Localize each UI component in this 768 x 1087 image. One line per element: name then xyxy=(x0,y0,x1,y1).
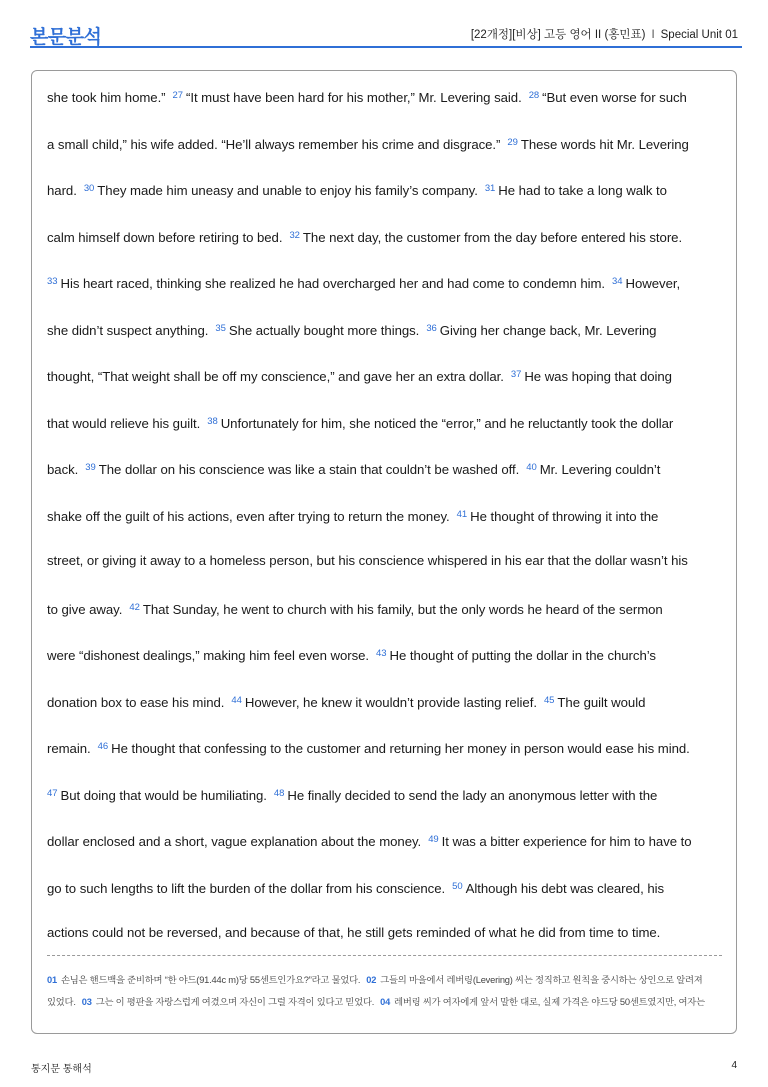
sentence-number: 03 xyxy=(81,997,92,1007)
sentence-text: The dollar on his conscience was like a stain that couldn’t be washed off. xyxy=(98,462,520,477)
note-line xyxy=(47,994,727,1016)
sentence-text: thought, “That weight shall be off my conscience,” and gave her an extra dollar. xyxy=(47,369,504,384)
sentence-number: 33 xyxy=(47,276,58,287)
sentence-text: It was a bitter experience for him to have to xyxy=(441,834,692,849)
sentence-text: donation box to ease his mind. xyxy=(47,694,225,710)
sentence-number: 01 xyxy=(47,975,57,985)
sentence-number: 49 xyxy=(428,834,439,845)
sentence-text: shake off the guilt of his actions, even after trying to return the money. xyxy=(47,508,450,524)
sentence-number: 45 xyxy=(543,694,555,706)
unit-name: Special Unit 01 xyxy=(660,29,738,41)
note-line xyxy=(47,972,727,994)
sentence-text: 레버링 씨가 여자에게 앞서 말한 대로, 실제 가격은 야드당 50센트였지만, 여자는 xyxy=(394,997,705,1007)
sentence-text: However, he knew it wouldn’t provide lasting relief. xyxy=(244,694,537,710)
sentence-text: He finally decided to send the lady an anonymous letter with the xyxy=(287,787,658,803)
sentence-number: 36 xyxy=(426,322,437,334)
sentence-number: 31 xyxy=(484,183,496,194)
sentence-text: 있었다. xyxy=(47,997,76,1007)
sentence-text: But doing that would be humiliating. xyxy=(60,787,267,803)
sentence-text: He had to take a long walk to xyxy=(498,183,667,198)
sentence-text: He was hoping that doing xyxy=(524,369,672,384)
sentence-text: go to such lengths to lift the burden of the dollar from his conscience. xyxy=(47,880,446,896)
passage-text xyxy=(47,82,727,966)
sentence-number: 50 xyxy=(452,880,463,892)
sentence-text: street, or giving it away to a homeless person, but his conscience whispered in his ear that the dollar wasn’t his xyxy=(47,553,688,568)
passage-line xyxy=(47,780,727,827)
passage-line xyxy=(47,873,727,920)
sentence-text: actions could not be reversed, and because of that, he still gets reminded of what he did from time to time. xyxy=(47,925,661,940)
page-header xyxy=(30,20,742,48)
sentence-text: Mr. Levering couldn’t xyxy=(539,462,661,477)
passage-line xyxy=(47,315,727,362)
sentence-text: she took him home.” xyxy=(47,90,166,105)
sentence-text: 그들의 마을에서 레버링(Levering) 씨는 정직하고 원칙을 중시하는 상인으로 알려져 xyxy=(380,975,703,985)
passage-line xyxy=(47,826,727,873)
course-name: [22개정][비상] 고등 영어 II (홍민표) xyxy=(470,29,646,41)
sentence-text: 손님은 핸드백을 준비하며 “한 야드(91.44c m)당 55센트인가요?”라고 물었다. xyxy=(60,975,361,985)
sentence-text: That Sunday, he went to church with his family, but the only words he heard of the sermon xyxy=(142,601,663,617)
passage-line xyxy=(47,82,727,129)
sentence-number: 41 xyxy=(456,508,468,520)
sentence-text: The next day, the customer from the day before entered his store. xyxy=(302,229,683,245)
sentence-number: 04 xyxy=(380,997,391,1007)
sentence-number: 40 xyxy=(526,462,537,473)
sentence-number: 44 xyxy=(231,694,242,706)
sentence-text: Giving her change back, Mr. Levering xyxy=(439,322,657,338)
sentence-text: calm himself down before retiring to bed. xyxy=(47,229,283,245)
passage-line xyxy=(47,361,727,408)
passage-line xyxy=(47,454,727,501)
passage-line xyxy=(47,640,727,687)
section-title: 본문분석 xyxy=(30,27,102,48)
translation-notes xyxy=(47,972,727,1016)
sentence-text: The guilt would xyxy=(557,694,646,710)
sentence-text: She actually bought more things. xyxy=(228,322,420,338)
sentence-number: 47 xyxy=(47,787,58,799)
passage-line xyxy=(47,175,727,222)
sentence-text: back. xyxy=(47,462,79,477)
sentence-number: 35 xyxy=(215,322,226,334)
sentence-text: “But even worse for such xyxy=(542,90,687,105)
sentence-text: a small child,” his wife added. “He’ll always remember his crime and disgrace.” xyxy=(47,136,501,152)
sentence-number: 27 xyxy=(172,90,183,101)
sentence-number: 32 xyxy=(289,229,300,241)
sentence-number: 39 xyxy=(85,462,96,473)
sentence-text: she didn’t suspect anything. xyxy=(47,322,209,338)
sentence-number: 30 xyxy=(83,183,95,194)
sentence-number: 28 xyxy=(528,90,540,101)
sentence-number: 48 xyxy=(273,787,285,799)
sentence-text: to give away. xyxy=(47,601,123,617)
sentence-text: These words hit Mr. Levering xyxy=(520,136,689,152)
sentence-number: 42 xyxy=(129,601,140,613)
sentence-number: 37 xyxy=(510,369,522,380)
passage-line xyxy=(47,129,727,176)
sentence-text: were “dishonest dealings,” making him feel even worse. xyxy=(47,648,370,663)
sentence-text: Although his debt was cleared, his xyxy=(465,880,665,896)
course-info xyxy=(471,26,738,42)
sentence-text: “It must have been hard for his mother,” Mr. Levering said. xyxy=(186,90,522,105)
sentence-number: 46 xyxy=(97,741,109,752)
passage-line xyxy=(47,222,727,269)
passage-line xyxy=(47,919,727,966)
footer-label: 통지문 통해석 xyxy=(31,1064,92,1075)
sentence-text: 그는 이 평판을 자랑스럽게 여겼으며 자신이 그럴 자격이 있다고 믿었다. xyxy=(95,997,375,1007)
sentence-text: He thought of throwing it into the xyxy=(470,508,659,524)
page-number: 4 xyxy=(731,1060,737,1071)
passage-line xyxy=(47,687,727,734)
sentence-text: hard. xyxy=(47,183,77,198)
passage-line xyxy=(47,733,727,780)
sentence-text: remain. xyxy=(47,741,91,756)
notes-divider xyxy=(47,955,722,956)
sentence-number: 38 xyxy=(207,415,218,427)
passage-line xyxy=(47,547,727,594)
sentence-number: 34 xyxy=(612,276,623,287)
passage-line xyxy=(47,268,727,315)
sentence-number: 43 xyxy=(376,648,387,659)
sentence-text: that would relieve his guilt. xyxy=(47,415,201,431)
passage-line xyxy=(47,408,727,455)
sentence-text: dollar enclosed and a short, vague explanation about the money. xyxy=(47,834,422,849)
header-separator: I xyxy=(651,29,655,41)
sentence-text: His heart raced, thinking she realized he had overcharged her and had come to condemn him. xyxy=(60,276,606,291)
sentence-number: 29 xyxy=(507,136,518,148)
sentence-text: He thought of putting the dollar in the church’s xyxy=(389,648,656,663)
sentence-text: Unfortunately for him, she noticed the “error,” and he reluctantly took the dollar xyxy=(220,415,674,431)
sentence-text: However, xyxy=(625,276,681,291)
sentence-text: They made him uneasy and unable to enjoy his family’s company. xyxy=(97,183,478,198)
passage-line xyxy=(47,501,727,548)
sentence-text: He thought that confessing to the customer and returning her money in person would ease his mind. xyxy=(111,741,690,756)
sentence-number: 02 xyxy=(366,975,377,985)
passage-line xyxy=(47,594,727,641)
